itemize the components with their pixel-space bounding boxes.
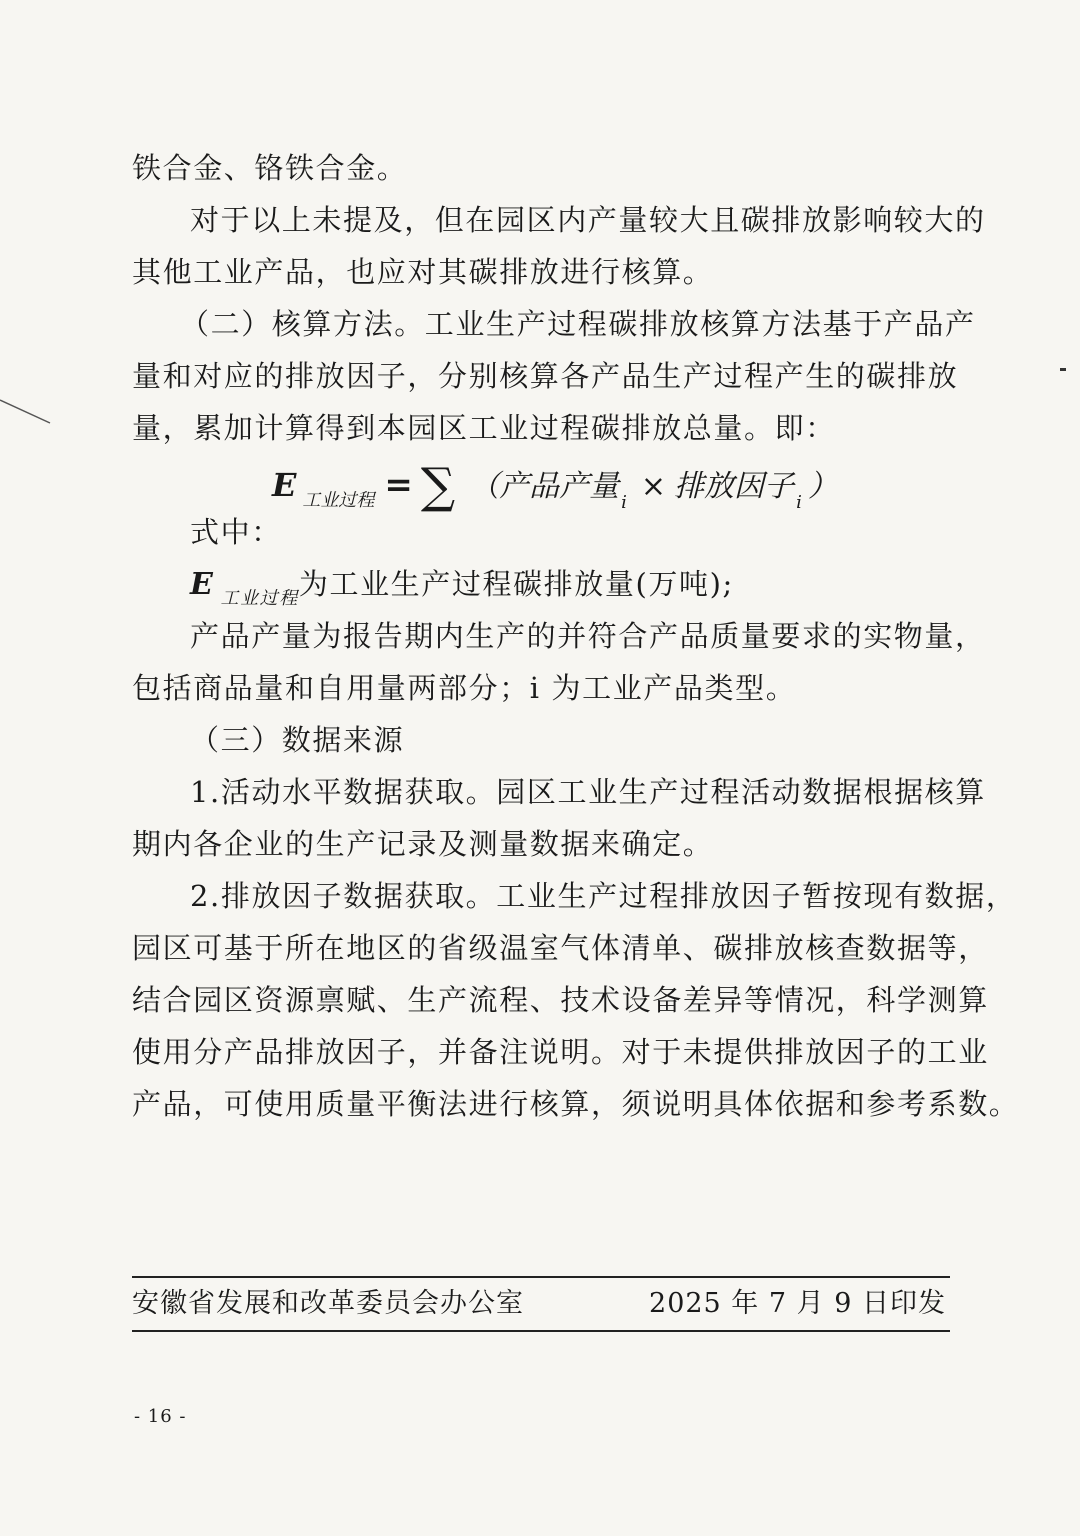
formula-open-paren: （ xyxy=(469,469,500,504)
formula-term-product-output: 产品产量 xyxy=(499,469,620,504)
formula-times: × xyxy=(640,469,667,504)
text-line-3: 其他工业产品，也应对其碳排放进行核算。 xyxy=(132,255,714,289)
text-line-5: 量和对应的排放因子，分别核算各产品生产过程产生的碳排放 xyxy=(132,359,959,393)
section-2-heading-line: （二）核算方法。工业生产过程碳排放核算方法基于产品产 xyxy=(180,307,976,341)
formula-index-1: i xyxy=(621,492,627,513)
text-line-9: 产品产量为报告期内生产的并符合产品质量要求的实物量， xyxy=(190,619,986,653)
page-number: - 16 - xyxy=(134,1406,187,1427)
text-line-2: 对于以上未提及，但在园区内产量较大且碳排放影响较大的 xyxy=(190,203,986,237)
text-line-17: 使用分产品排放因子，并备注说明。对于未提供排放因子的工业 xyxy=(132,1035,989,1069)
emission-formula xyxy=(272,452,838,514)
section-3-heading: （三）数据来源 xyxy=(190,723,405,757)
scan-stroke-mark xyxy=(0,395,60,435)
footer-bottom-rule xyxy=(132,1330,950,1332)
e-definition-line xyxy=(190,564,947,609)
footer-issue-date: 2025 年 7 月 9 日印发 xyxy=(649,1288,946,1319)
scan-dot-mark xyxy=(1060,368,1066,371)
e-definition-symbol: E xyxy=(190,567,215,602)
text-line-15: 园区可基于所在地区的省级温室气体清单、碳排放核查数据等， xyxy=(132,931,989,965)
e-definition-subscript: 工业过程 xyxy=(220,588,299,609)
formula-equals: = xyxy=(384,465,413,505)
text-line-12: 1.活动水平数据获取。园区工业生产过程活动数据根据核算 xyxy=(190,775,986,809)
text-line-1: 铁合金、铬铁合金。 xyxy=(132,151,408,185)
text-line-18: 产品，可使用质量平衡法进行核算，须说明具体依据和参考系数。 xyxy=(132,1087,1020,1121)
formula-e-subscript: 工业过程 xyxy=(302,490,375,511)
formula-term-emission-factor: 排放因子 xyxy=(674,469,795,504)
text-line-14: 2.排放因子数据获取。工业生产过程排放因子暂按现有数据， xyxy=(190,879,1017,913)
formula-index-2: i xyxy=(796,492,802,513)
footer-issuer: 安徽省发展和改革委员会办公室 xyxy=(132,1288,524,1319)
text-line-10: 包括商品量和自用量两部分；i 为工业产品类型。 xyxy=(132,671,797,705)
text-line-where: 式中： xyxy=(190,515,282,549)
text-line-6: 量，累加计算得到本园区工业过程碳排放总量。即： xyxy=(132,411,836,445)
formula-sum-symbol: ∑ xyxy=(420,458,456,514)
footer-top-rule xyxy=(132,1276,950,1278)
formula-e-symbol: E xyxy=(272,466,297,504)
e-definition-text: 为工业生产过程碳排放量(万吨); xyxy=(298,567,734,601)
text-line-16: 结合园区资源禀赋、生产流程、技术设备差异等情况，科学测算 xyxy=(132,983,989,1017)
text-line-13: 期内各企业的生产记录及测量数据来确定。 xyxy=(132,827,714,861)
formula-close-paren: ） xyxy=(807,469,838,504)
